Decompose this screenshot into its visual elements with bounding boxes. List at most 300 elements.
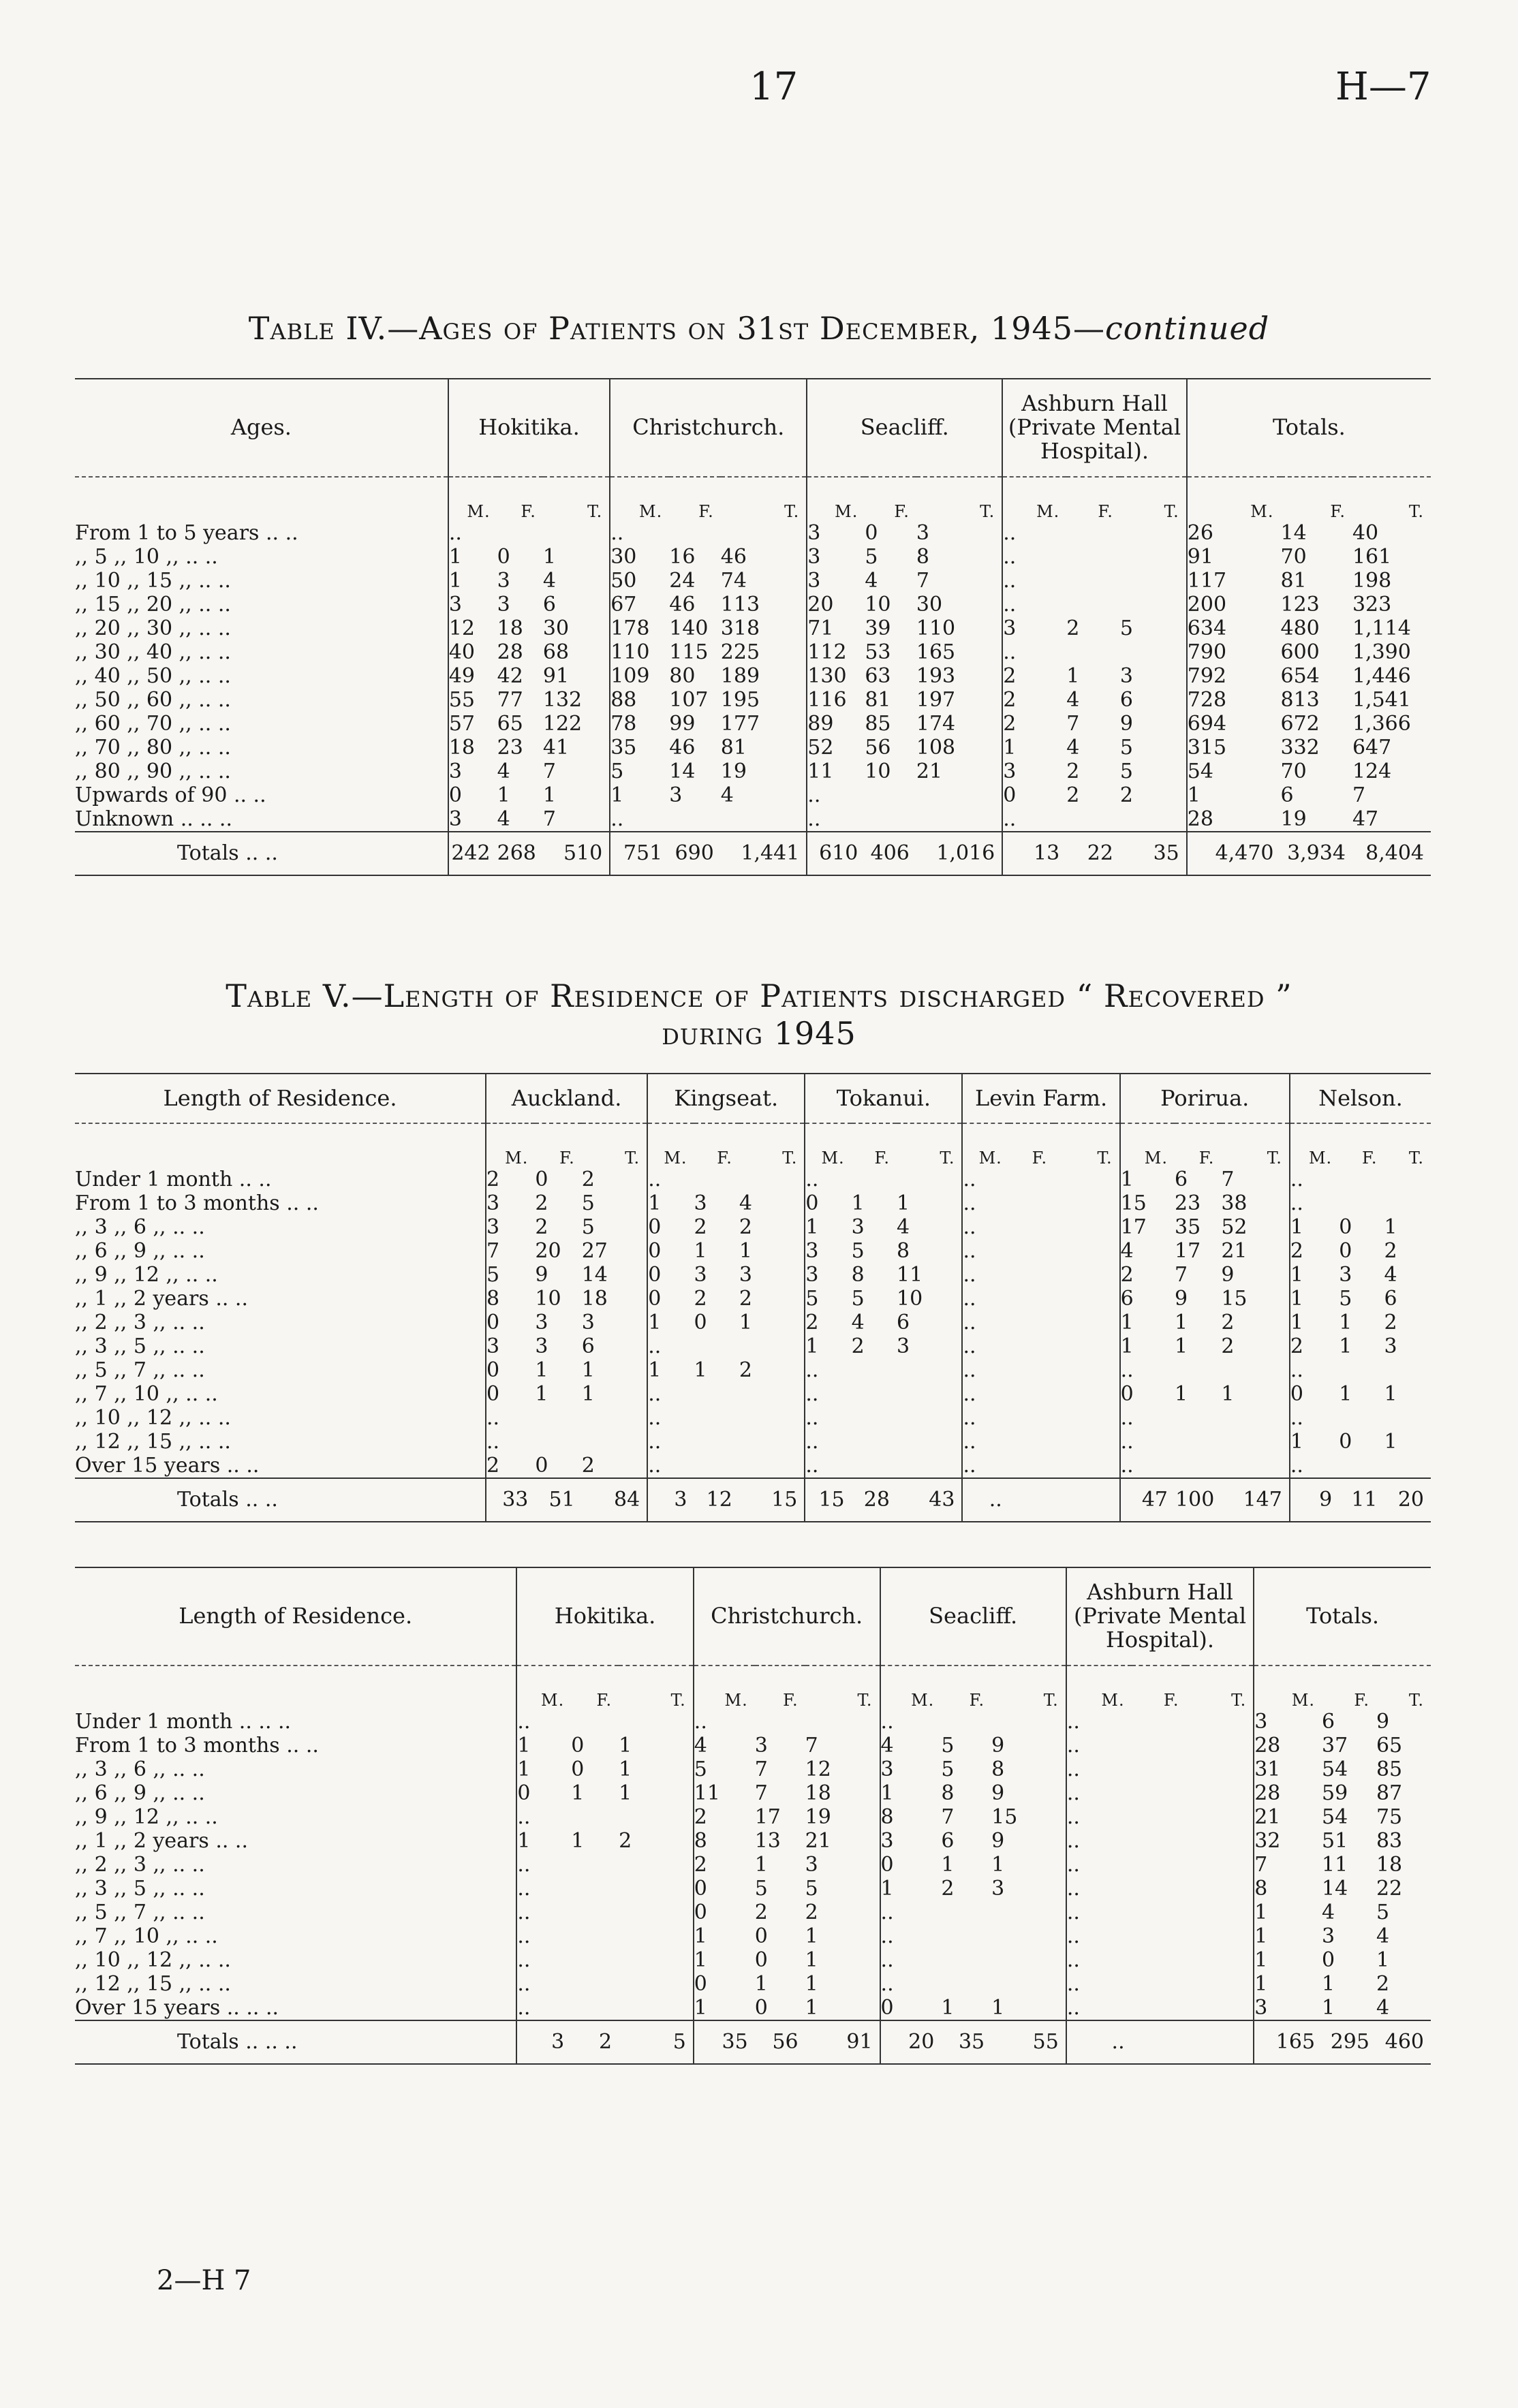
table-cell: 108 — [916, 735, 956, 760]
table-cell: 40 — [1352, 520, 1379, 545]
table-cell: 0 — [647, 1287, 694, 1311]
table-row — [75, 1358, 1431, 1382]
mft-label: T. — [857, 1690, 873, 1710]
table-cell: .. — [1290, 1454, 1339, 1478]
row-label: Over 15 years .. .. — [75, 1454, 260, 1478]
table-cell — [1186, 1877, 1254, 1901]
table-cell: 4 — [865, 568, 878, 593]
table-cell: 5 — [1376, 1900, 1390, 1924]
table-cell: 1 — [516, 1734, 571, 1757]
table-cell: .. — [1290, 1191, 1339, 1215]
table-cell: 7 — [1175, 1263, 1188, 1287]
table-cell: 5 — [941, 1757, 955, 1781]
table-cell: 11 — [694, 1781, 755, 1805]
table-cell: 3 — [448, 807, 497, 832]
table-cell: 7 — [754, 1781, 768, 1805]
table-row — [75, 640, 1431, 664]
row-label: From 1 to 3 months .. .. — [75, 1191, 319, 1216]
table-cell: 5 — [851, 1239, 865, 1264]
row-label: ,, 3 ,, 5 ,, .. .. — [75, 1876, 205, 1901]
table-cell: 8 — [694, 1829, 755, 1853]
table-cell: 5 — [805, 1876, 818, 1901]
table-cell: 2 — [1290, 1334, 1339, 1358]
table-cell: 672 — [1280, 711, 1320, 736]
table-cell: 2 — [739, 1358, 752, 1383]
table-cell: 1 — [1376, 1948, 1390, 1972]
table-cell — [571, 1948, 619, 1972]
table-cell: 1 — [880, 1877, 942, 1901]
table-cell: 647 — [1352, 735, 1392, 760]
table-cell: 1 — [805, 1334, 851, 1358]
table-cell — [1132, 1734, 1186, 1757]
table-cell: 18 — [805, 1781, 831, 1805]
table-cell: .. — [486, 1430, 535, 1454]
table-cell: 1 — [941, 1995, 955, 2020]
table-cell: 197 — [916, 687, 956, 712]
mft-label: F. — [874, 1148, 890, 1168]
table-cell: .. — [1066, 1901, 1132, 1924]
table-cell: 18 — [497, 616, 523, 640]
table-cell: 0 — [535, 1168, 548, 1192]
table-cell: 332 — [1280, 735, 1320, 760]
table-cell: 11 — [896, 1263, 923, 1287]
table-cell — [1339, 1358, 1384, 1382]
totals-cell — [1009, 1478, 1054, 1522]
row-label: ,, 5 ,, 7 ,, .. .. — [75, 1900, 205, 1924]
totals-cell: 3 — [647, 1478, 694, 1522]
table-cell: 1 — [448, 545, 497, 569]
table-cell: 161 — [1352, 544, 1392, 569]
table-row — [75, 1334, 1431, 1358]
table-cell: 14 — [1322, 1876, 1348, 1901]
table-cell: 225 — [720, 640, 760, 664]
column-header-group: Totals. — [1254, 1567, 1431, 1666]
mft-label: M. — [805, 1123, 851, 1168]
table-cell: 1 — [1290, 1287, 1339, 1311]
table-cell: 1 — [497, 783, 510, 807]
row-label: ,, 6 ,, 9 ,, .. .. — [75, 1781, 205, 1805]
table-cell: 6 — [1322, 1709, 1335, 1734]
table-cell: .. — [807, 807, 865, 832]
table-cell: 4 — [497, 807, 510, 831]
table-cell: 6 — [542, 592, 556, 616]
table-cell: 81 — [1280, 568, 1307, 593]
table-cell: 1 — [694, 1948, 755, 1972]
table-cell: 8 — [1254, 1877, 1322, 1901]
table-cell: 38 — [1221, 1191, 1248, 1216]
table-cell: 174 — [916, 711, 956, 736]
table-cell — [694, 1430, 739, 1454]
table-cell: 30 — [610, 545, 669, 569]
table-cell: .. — [807, 783, 865, 807]
table-cell: 1 — [1254, 1901, 1322, 1924]
table-cell: 55 — [448, 688, 497, 712]
totals-cell: 610 — [807, 832, 865, 875]
table-cell: 30 — [542, 616, 570, 640]
table-cell: 10 — [896, 1287, 923, 1311]
table-cell: 28 — [497, 640, 523, 664]
table-row — [75, 807, 1431, 832]
table-cell: .. — [1066, 1734, 1132, 1757]
totals-cell: 47 — [1120, 1478, 1175, 1522]
table-cell: 1,366 — [1352, 711, 1411, 736]
table-cell: 12 — [448, 616, 497, 640]
table-cell: .. — [647, 1430, 694, 1454]
table-cell: 3 — [880, 1829, 942, 1853]
table-cell: .. — [1290, 1406, 1339, 1430]
table-cell — [1066, 593, 1120, 616]
table-cell: 54 — [1322, 1804, 1348, 1829]
mft-label: T. — [587, 501, 603, 521]
table-cell: 7 — [941, 1804, 955, 1829]
table-row — [75, 783, 1431, 807]
row-label: ,, 12 ,, 15 ,, .. .. — [75, 1971, 231, 1996]
table-cell: 0 — [754, 1995, 768, 2020]
table-cell: .. — [1066, 1781, 1132, 1805]
table-cell: 7 — [542, 807, 556, 831]
table-cell: 88 — [610, 688, 669, 712]
mft-label: M. — [1002, 477, 1066, 521]
table-cell: .. — [1066, 1996, 1132, 2020]
mft-label: M. — [962, 1123, 1008, 1168]
table-cell — [1120, 593, 1187, 616]
table-cell — [669, 521, 721, 545]
table-cell: 17 — [754, 1804, 781, 1829]
table-cell: 6 — [1384, 1287, 1397, 1311]
mft-label: M. — [516, 1666, 571, 1710]
totals-label: Totals .. .. — [75, 1478, 486, 1522]
table-cell: 80 — [669, 663, 696, 688]
table-cell: 1 — [581, 1382, 595, 1407]
table-cell: .. — [610, 521, 669, 545]
table-cell: 3 — [448, 593, 497, 616]
table-cell: 5 — [486, 1263, 535, 1287]
table-cell: 4 — [1066, 687, 1080, 712]
table-cell: 5 — [1119, 735, 1134, 760]
totals-cell: 3 — [516, 2020, 571, 2064]
table5-part1-header-row — [75, 1074, 1431, 1123]
table-cell: 3 — [1002, 616, 1066, 640]
table-cell: 17 — [1175, 1239, 1201, 1264]
table-cell: .. — [516, 1972, 571, 1996]
row-label: ,, 7 ,, 10 ,, .. .. — [75, 1382, 218, 1407]
table-cell: 3 — [486, 1215, 535, 1239]
table-cell: .. — [647, 1382, 694, 1406]
table-cell: 3 — [754, 1733, 768, 1757]
table-cell — [1066, 569, 1120, 593]
table-cell: 46 — [669, 592, 696, 616]
table-cell: 112 — [807, 640, 865, 664]
table-cell: 318 — [720, 616, 760, 640]
table-cell: 8 — [880, 1805, 942, 1829]
table-cell: 0 — [880, 1853, 942, 1877]
table-cell: 74 — [720, 568, 747, 593]
table-cell: 23 — [1175, 1191, 1201, 1216]
table-cell — [1186, 1853, 1254, 1877]
table-cell: .. — [962, 1430, 1008, 1454]
table-cell: 1 — [1175, 1382, 1188, 1407]
table-cell — [571, 1853, 619, 1877]
totals-cell: 295 — [1322, 2020, 1376, 2064]
table-cell — [941, 1972, 991, 1996]
table-cell: 13 — [754, 1828, 781, 1853]
table-row — [75, 1710, 1431, 1734]
table-cell: 1,446 — [1352, 663, 1411, 688]
table-cell — [1009, 1168, 1054, 1191]
mft-label: F. — [521, 501, 536, 521]
totals-cell: 35 — [1120, 832, 1187, 875]
table-cell: 0 — [497, 544, 510, 569]
table-cell: 6 — [1175, 1168, 1188, 1192]
table-cell: .. — [1120, 1430, 1175, 1454]
table-cell — [1132, 1901, 1186, 1924]
table-cell: 5 — [754, 1876, 768, 1901]
table-cell — [1186, 1710, 1254, 1734]
table-cell — [805, 1710, 880, 1734]
totals-cell: 460 — [1376, 2020, 1431, 2064]
table-cell: 1 — [1339, 1382, 1352, 1407]
table-cell — [1384, 1191, 1431, 1215]
table-cell: 1 — [739, 1239, 752, 1264]
mft-label: M. — [448, 477, 497, 521]
totals-cell: 35 — [941, 2020, 991, 2064]
table-cell: 6 — [941, 1828, 955, 1853]
table-cell: 2 — [535, 1191, 548, 1216]
table-row — [75, 1168, 1431, 1191]
table-cell: 1 — [805, 1948, 818, 1972]
table-cell: 2 — [694, 1287, 707, 1311]
table-cell: 2 — [1221, 1334, 1235, 1359]
table-cell: 1 — [805, 1215, 851, 1239]
row-label: From 1 to 3 months .. .. — [75, 1733, 319, 1757]
table-cell — [1384, 1358, 1431, 1382]
table-cell: 3 — [497, 592, 510, 616]
table-cell: .. — [1066, 1877, 1132, 1901]
table-cell: 1 — [1339, 1311, 1352, 1335]
table-cell: 0 — [1120, 1382, 1175, 1406]
table-cell: 71 — [807, 616, 865, 640]
table-cell — [571, 1877, 619, 1901]
table-cell — [1132, 1805, 1186, 1829]
table-cell: .. — [962, 1382, 1008, 1406]
table-cell: 4 — [1322, 1900, 1335, 1924]
column-header-group: Porirua. — [1120, 1074, 1290, 1123]
table-cell: .. — [1066, 1972, 1132, 1996]
table-cell: 140 — [669, 616, 709, 640]
table-cell: 11 — [807, 760, 865, 783]
table-cell — [1066, 521, 1120, 545]
table-cell: 35 — [1175, 1215, 1201, 1240]
table-cell: 52 — [1221, 1215, 1248, 1240]
table-cell: 65 — [497, 711, 523, 736]
table-cell: 24 — [669, 568, 696, 593]
table-cell: 792 — [1187, 664, 1281, 688]
totals-cell: 690 — [669, 832, 721, 875]
table-row — [75, 616, 1431, 640]
totals-label: Totals .. .. — [75, 832, 448, 875]
table-cell — [721, 521, 807, 545]
totals-label: Totals .. .. .. — [75, 2020, 516, 2064]
table-cell: .. — [516, 1710, 571, 1734]
table-cell: 0 — [486, 1311, 535, 1334]
mft-label: T. — [625, 1148, 640, 1168]
table-cell — [1132, 1972, 1186, 1996]
mft-label: T. — [670, 1690, 686, 1710]
table-cell: 1 — [1384, 1430, 1397, 1454]
table-cell: 28 — [1254, 1734, 1322, 1757]
table-cell: .. — [880, 1924, 942, 1948]
table-cell — [739, 1168, 805, 1191]
totals-cell: 33 — [486, 1478, 535, 1522]
table-cell — [1186, 1734, 1254, 1757]
table-cell: .. — [962, 1191, 1008, 1215]
table-cell — [1009, 1191, 1054, 1215]
table-cell — [991, 1948, 1066, 1972]
table-row — [75, 1239, 1431, 1263]
table-cell: 1 — [571, 1781, 585, 1805]
document-reference: H—7 — [1335, 65, 1431, 109]
table-cell: 5 — [581, 1215, 595, 1240]
table-cell — [865, 807, 916, 832]
mft-label: M. — [610, 477, 669, 521]
table-cell: .. — [1066, 1805, 1132, 1829]
table-cell: .. — [962, 1287, 1008, 1311]
table-cell: .. — [516, 1996, 571, 2020]
table-cell: 0 — [1322, 1948, 1335, 1972]
row-label: ,, 9 ,, 12 ,, .. .. — [75, 1263, 218, 1287]
table-cell: 3 — [669, 783, 683, 807]
table-cell: 1 — [535, 1382, 548, 1407]
totals-cell: 147 — [1221, 1478, 1290, 1522]
table-cell: 480 — [1280, 616, 1320, 640]
table-cell — [852, 1454, 897, 1478]
table-cell: 21 — [1254, 1805, 1322, 1829]
table-cell: 1 — [896, 1191, 910, 1216]
table-cell: 20 — [535, 1239, 561, 1264]
table-cell: .. — [805, 1168, 851, 1191]
table-cell — [1066, 545, 1120, 569]
table-cell: 18 — [1376, 1852, 1403, 1877]
table-cell: 52 — [807, 736, 865, 760]
column-header-label: Length of Residence. — [75, 1567, 516, 1666]
table-cell — [1339, 1454, 1384, 1478]
table-cell: .. — [962, 1215, 1008, 1239]
table-row — [75, 736, 1431, 760]
totals-cell: 22 — [1066, 832, 1120, 875]
table-cell: 85 — [1376, 1757, 1403, 1781]
table-cell — [721, 807, 807, 832]
table-cell: 9 — [535, 1263, 548, 1287]
table-cell: 4 — [896, 1215, 910, 1240]
table-cell — [582, 1406, 647, 1430]
mft-label: T. — [980, 501, 995, 521]
table-cell: .. — [880, 1901, 942, 1924]
table-cell: 7 — [542, 759, 556, 783]
table-cell — [669, 807, 721, 832]
table-cell: 195 — [720, 687, 760, 712]
table-cell: 4 — [880, 1734, 942, 1757]
table-cell: 1 — [1120, 1311, 1175, 1334]
table5-part2-mft-row — [75, 1666, 1431, 1710]
table-cell: 116 — [807, 688, 865, 712]
table-cell: 0 — [1290, 1382, 1339, 1406]
table-cell: 5 — [1339, 1287, 1352, 1311]
table-cell: .. — [448, 521, 497, 545]
table-row — [75, 545, 1431, 569]
column-header-group: Totals. — [1187, 379, 1431, 477]
column-header-group: Tokanui. — [805, 1074, 962, 1123]
table-cell: 50 — [610, 569, 669, 593]
mft-label: M. — [1066, 1666, 1132, 1710]
table-cell: 1 — [1290, 1311, 1339, 1334]
table-cell: 2 — [535, 1215, 548, 1240]
table-cell: 75 — [1376, 1804, 1403, 1829]
mft-spacer — [75, 1123, 486, 1168]
table-cell — [619, 1901, 694, 1924]
table-cell — [991, 1972, 1066, 1996]
table-cell: .. — [647, 1168, 694, 1191]
table5-subtitle: during 1945 — [662, 1015, 856, 1052]
table-cell: 2 — [805, 1311, 851, 1334]
table-cell: 0 — [694, 1901, 755, 1924]
table-cell: 85 — [865, 711, 891, 736]
row-label: ,, 20 ,, 30 ,, .. .. — [75, 616, 231, 640]
table-cell: 634 — [1187, 616, 1281, 640]
table-cell: .. — [1066, 1853, 1132, 1877]
table-cell: 178 — [610, 616, 669, 640]
column-header-group: Christchurch. — [610, 379, 807, 477]
table-cell: 2 — [1119, 783, 1134, 807]
mft-label: M. — [1254, 1666, 1322, 1710]
table-cell: 56 — [865, 735, 891, 760]
table-cell — [694, 1334, 739, 1358]
table-cell — [852, 1168, 897, 1191]
table-cell — [897, 1358, 962, 1382]
table-cell — [1054, 1191, 1119, 1215]
table5-part2-header-row — [75, 1567, 1431, 1666]
totals-cell: 165 — [1254, 2020, 1322, 2064]
table-cell: 0 — [647, 1263, 694, 1287]
table-cell — [1186, 1924, 1254, 1948]
row-label: ,, 10 ,, 15 ,, .. .. — [75, 568, 231, 593]
table-cell — [739, 1406, 805, 1430]
table-cell: 2 — [694, 1215, 707, 1240]
table-cell: 1 — [619, 1757, 632, 1781]
table-cell — [571, 1805, 619, 1829]
row-label: From 1 to 5 years .. .. — [75, 520, 298, 545]
table-cell: 19 — [720, 759, 747, 783]
table-cell — [619, 1948, 694, 1972]
row-label: ,, 10 ,, 12 ,, .. .. — [75, 1406, 231, 1430]
table-cell: 0 — [865, 520, 878, 545]
table-cell: 3 — [805, 1852, 818, 1877]
table5-part2 — [75, 1567, 1431, 2065]
table-cell: 3 — [991, 1876, 1005, 1901]
table-cell — [1120, 807, 1187, 832]
table-cell — [1175, 1454, 1221, 1478]
mft-label: M. — [1290, 1123, 1339, 1168]
table-cell: 3 — [497, 568, 510, 593]
column-header-group: Auckland. — [486, 1074, 647, 1123]
table-cell: 0 — [1002, 783, 1066, 807]
table-cell: 23 — [497, 735, 523, 760]
table-row — [75, 1948, 1431, 1972]
mft-label: F. — [1330, 501, 1346, 521]
row-label: Unknown .. .. .. — [75, 807, 232, 831]
column-header-group: Kingseat. — [647, 1074, 805, 1123]
table-cell: 1 — [805, 1924, 818, 1948]
table-cell: 8 — [941, 1781, 955, 1805]
